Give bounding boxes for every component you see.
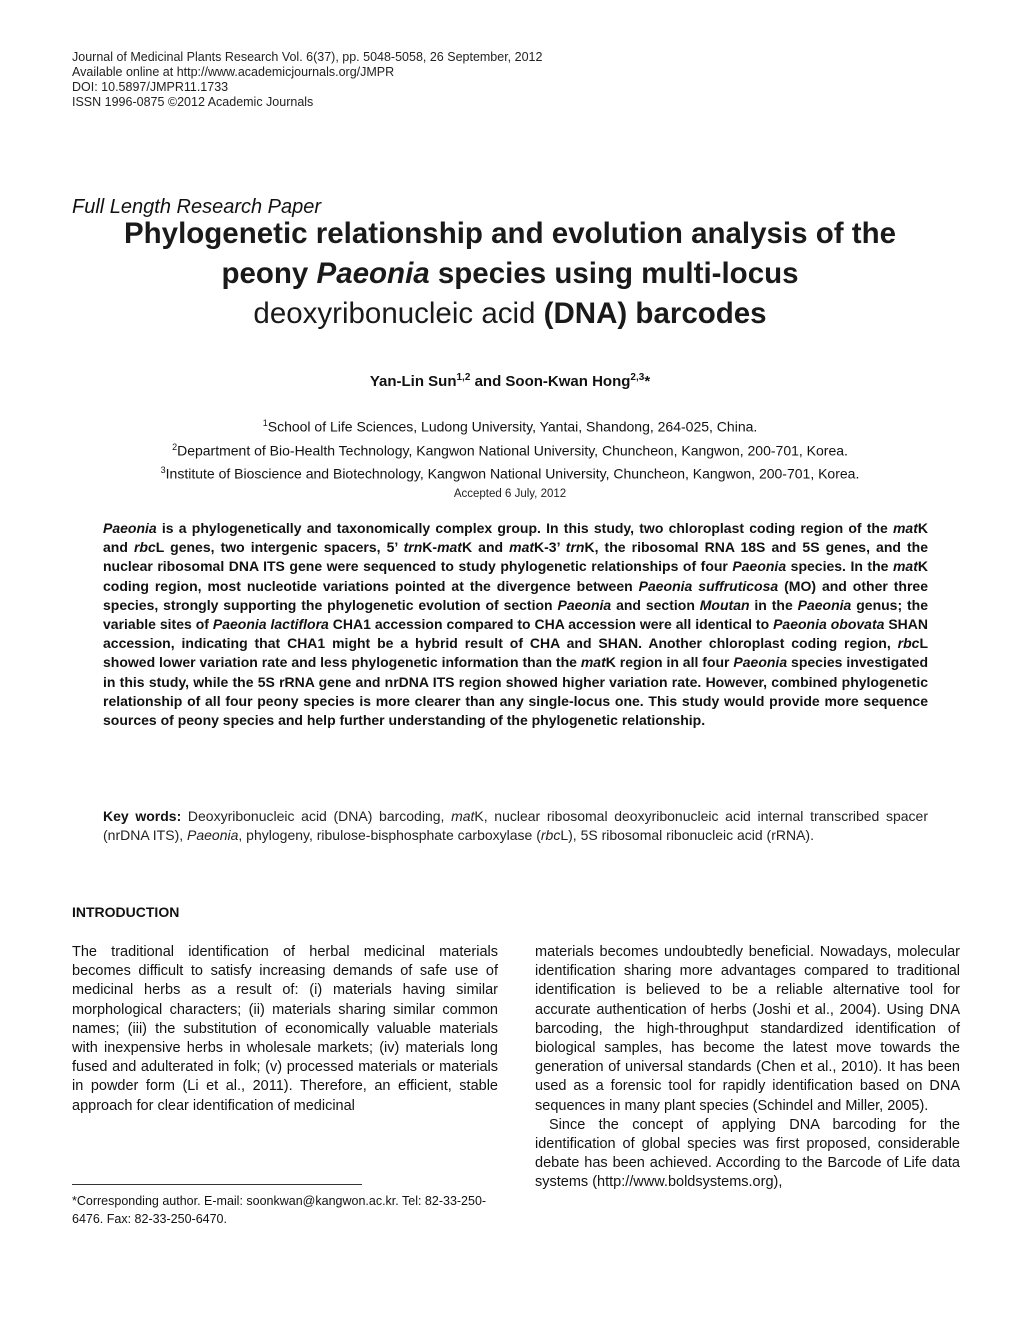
paragraph: materials becomes undoubtedly beneficial. Nowadays, molecular identification sharing more advantages compared to traditional identification is believed to be a reliable alternative tool for accurate authentication of herbs (Joshi et al., 2004). Using DNA barcoding, the high-throughput standardized identification of biological samples, has become the latest move towards the generation of universal standards (Chen et al., 2010). It has been used as a forensic tool for rapidly identification based on DNA sequences in many plant species (Schindel and Miller, 2005). <box>535 944 960 1114</box>
abstract <box>103 519 928 730</box>
journal-citation <box>72 50 542 110</box>
abstract-text: K- <box>422 539 438 556</box>
abstract-italic: Paeonia lactiflora <box>212 616 329 633</box>
abstract-italic: mat <box>437 539 462 556</box>
abstract-italic: mat <box>892 520 918 536</box>
abstract-text: species investigated in this study, while the 5S rRNA gene and nrDNA ITS region showed higher variation rate. However, combined phylogenetic relationship of all four peony species is more clearer than any single-locus one. This study would provide more sequence sources of peony species and help further understanding of the phylogenetic relationship. <box>103 654 929 729</box>
abstract-text: K region in all four <box>605 654 734 671</box>
footnote-divider <box>72 1184 362 1185</box>
doi-line: DOI: 10.5897/JMPR11.1733 <box>72 80 229 94</box>
keywords <box>103 807 928 845</box>
abstract-text: species. In the <box>786 558 893 575</box>
affiliation-marker: 2 <box>172 441 178 452</box>
abstract-text: L showed lower variation rate and less phylogenetic information than the <box>103 635 928 671</box>
abstract-italic: Paeonia <box>797 596 852 613</box>
affiliations <box>40 413 980 484</box>
title-text: deoxyribonucleic acid <box>253 297 536 330</box>
title-genus: Paeonia <box>316 257 430 290</box>
abstract-text: in the <box>749 596 798 613</box>
author-affiliation-marker: 1,2 <box>456 372 471 383</box>
abstract-italic: Paeonia <box>557 596 612 613</box>
corresponding-marker: * <box>644 373 651 390</box>
abstract-italic: trn <box>565 539 585 556</box>
author-list <box>60 372 960 390</box>
abstract-italic: rbc <box>133 539 156 556</box>
keywords-text: Deoxyribonucleic acid (DNA) barcoding, <box>181 808 452 824</box>
abstract-text: K and <box>103 520 928 556</box>
affiliation-text: School of Life Sciences, Ludong University, Yantai, Shandong, 264-025, China. <box>267 418 758 435</box>
abstract-text: CHA1 accession compared to CHA accession were all identical to <box>328 616 774 633</box>
abstract-italic: mat <box>580 654 606 671</box>
keywords-text: K, nuclear ribosomal deoxyribonucleic acid internal transcribed spacer (nrDNA ITS), <box>103 808 929 843</box>
affiliation-text: Department of Bio-Health Technology, Kangwon National University, Chuncheon, Kangwon, 200-701, Korea. <box>177 442 848 459</box>
body-column-right <box>535 943 960 1193</box>
abstract-text: K-3’ <box>534 539 566 556</box>
title-line-2 <box>60 254 960 294</box>
author-name: Yan-Lin Sun <box>369 373 457 390</box>
abstract-italic: rbc <box>897 635 920 652</box>
affiliation-marker: 1 <box>262 418 268 428</box>
author-conjunction: and <box>470 373 506 390</box>
abstract-text: and section <box>611 596 700 613</box>
abstract-text: L genes, two intergenic spacers, 5’ <box>155 539 404 556</box>
title-text: peony <box>221 257 317 290</box>
title-line-1: Phylogenetic relationship and evolution analysis of the <box>123 217 897 250</box>
abstract-text: SHAN accession, indicating that CHA1 might be a hybrid result of CHA and SHAN. Another chloroplast coding region, <box>103 616 929 652</box>
journal-url-line: Available online at http://www.academicjournals.org/JMPR <box>72 65 395 79</box>
abstract-italic: mat <box>509 539 535 556</box>
abstract-italic: Moutan <box>699 596 750 613</box>
title-line-3 <box>60 294 960 334</box>
abstract-italic: mat <box>892 558 918 575</box>
abstract-text: genus; the variable sites of <box>103 596 929 633</box>
keywords-italic: rbc <box>540 827 561 843</box>
title-text: species using multi-locus <box>429 257 799 290</box>
journal-line: Journal of Medicinal Plants Research Vol. 6(37), pp. 5048-5058, 26 September, 2012 <box>72 50 543 64</box>
accepted-date: Accepted 6 July, 2012 <box>453 488 567 500</box>
issn-line: ISSN 1996-0875 ©2012 Academic Journals <box>72 95 314 109</box>
corresponding-author-footnote: *Corresponding author. E-mail: soonkwan@kangwon.ac.kr. Tel: 82-33-250-6476. Fax: 82-33-250-6470. <box>72 1194 487 1226</box>
abstract-italic: Paeonia <box>733 654 788 671</box>
title-text: (DNA) barcodes <box>535 297 767 330</box>
abstract-italic: Paeonia suffruticosa <box>638 577 779 594</box>
keywords-text: L), 5S ribosomal ribonucleic acid (rRNA). <box>560 827 814 843</box>
abstract-italic: trn <box>403 539 423 556</box>
abstract-italic: Paeonia <box>103 520 157 536</box>
section-heading-introduction: INTRODUCTION <box>72 904 180 920</box>
abstract-italic: Paeonia obovata <box>773 616 885 633</box>
affiliation-text: Institute of Bioscience and Biotechnology, Kangwon National University, Chuncheon, Kangwon, 200-701, Korea. <box>165 465 860 482</box>
paper-title <box>60 214 960 334</box>
body-column-left <box>72 943 498 1116</box>
abstract-text: K coding region, most nucleotide variations pointed at the divergence between <box>103 558 928 594</box>
affiliation <box>40 460 980 484</box>
abstract-text: is a phylogenetically and taxonomically complex group. In this study, two chloroplast coding region of the <box>156 520 893 536</box>
keywords-italic: mat <box>451 808 475 824</box>
abstract-italic: Paeonia <box>732 558 787 575</box>
author-name: Soon-Kwan Hong <box>505 373 631 390</box>
paragraph: Since the concept of applying DNA barcoding for the identification of global species was first proposed, considerable debate has been achieved. According to the Barcode of Life data systems (http://www.boldsystems.org), <box>535 1116 960 1191</box>
keywords-label: Key words: <box>103 808 182 824</box>
paragraph: The traditional identification of herbal medicinal materials becomes difficult to satisfy increasing demands of safe use of medicinal herbs as a result of: (i) materials having similar morphological characters; (ii) materials sharing similar common names; (iii) the substitution of economically valuable materials with inexpensive herbs in wholesale markets; (iv) materials long fused and adulterated in folk; (v) processed materials or materials in powder form (Li et al., 2011). Therefore, an efficient, stable approach for clear identification of medicinal <box>72 944 498 1114</box>
affiliation <box>40 413 980 437</box>
keywords-italic: Paeonia <box>187 827 239 843</box>
affiliation <box>40 437 980 461</box>
abstract-text: (MO) and other three species, strongly supporting the phylogenetic evolution of section <box>103 577 928 613</box>
abstract-text: K, the ribosomal RNA 18S and 5S genes, and the nuclear ribosomal DNA ITS gene were sequenced to study phylogenetic relationships of four <box>103 539 929 575</box>
keywords-text: , phylogeny, ribulose-bisphosphate carboxylase ( <box>238 827 541 843</box>
article-type: Full Length Research Paper <box>72 196 322 218</box>
author-affiliation-marker: 2,3 <box>630 372 645 383</box>
affiliation-marker: 3 <box>160 465 166 476</box>
abstract-text: K and <box>461 539 510 556</box>
